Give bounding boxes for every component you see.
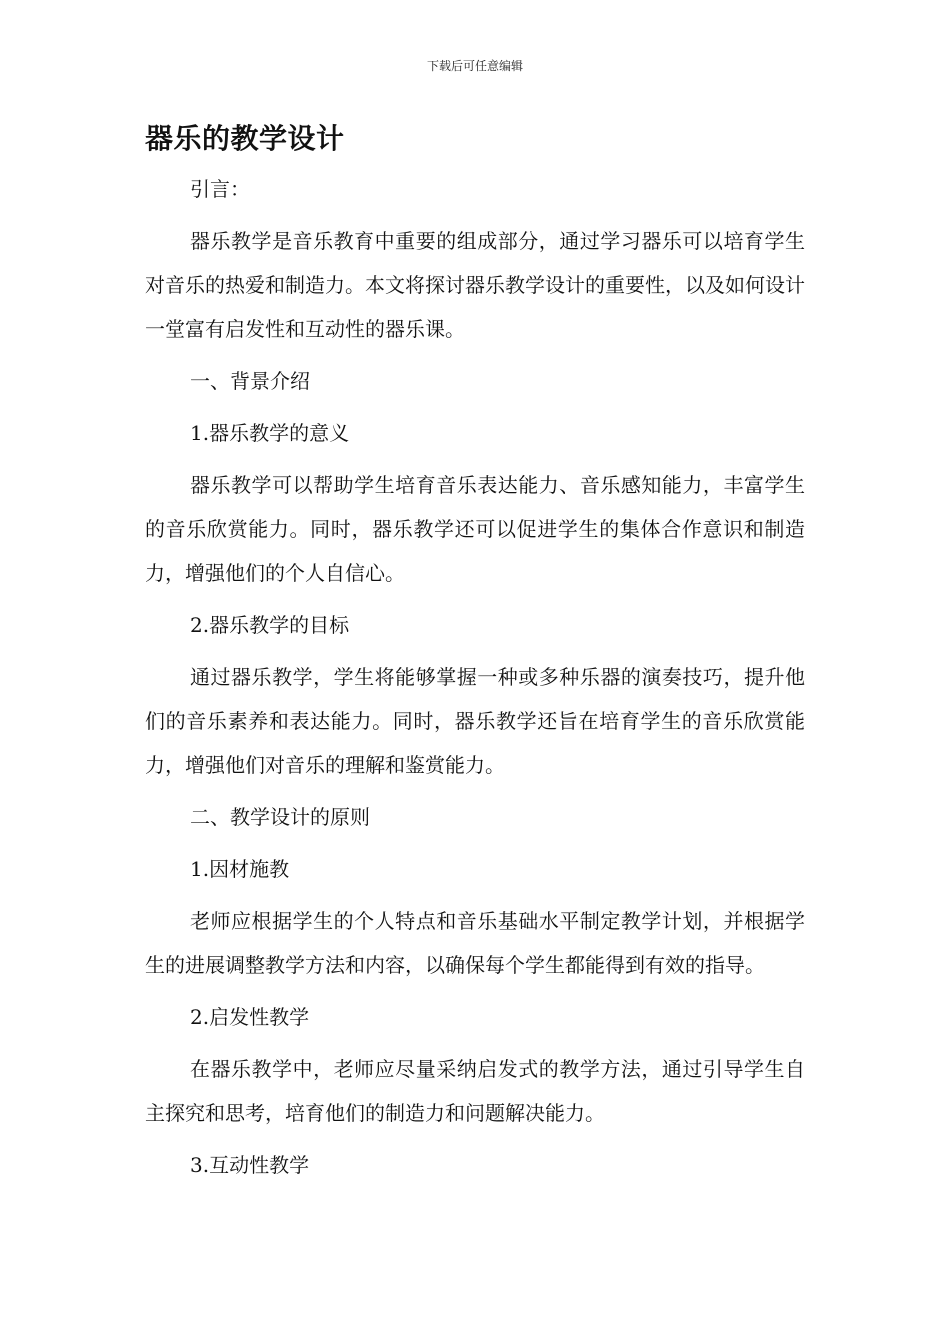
subheading-heuristic: 2.启发性教学 (190, 1005, 310, 1029)
paragraph-heuristic: 在器乐教学中，老师应尽量采纳启发式的教学方法，通过引导学生自主探究和思考，培育他们的制造力和问题解决能力。 (145, 1057, 805, 1125)
paragraph-significance: 器乐教学可以帮助学生培育音乐表达能力、音乐感知能力，丰富学生的音乐欣赏能力。同时，器乐教学还可以促进学生的集体合作意识和制造力，增强他们的个人自信心。 (145, 473, 805, 585)
section-heading-background: 一、背景介绍 (190, 369, 310, 393)
paragraph-individualized: 老师应根据学生的个人特点和音乐基础水平制定教学计划，并根据学生的进展调整教学方法和内容，以确保每个学生都能得到有效的指导。 (145, 909, 805, 977)
paragraph-goals: 通过器乐教学，学生将能够掌握一种或多种乐器的演奏技巧，提升他们的音乐素养和表达能力。同时，器乐教学还旨在培育学生的音乐欣赏能力，增强他们对音乐的理解和鉴赏能力。 (145, 665, 805, 777)
page-header: 下载后可任意编辑 (426, 59, 523, 73)
subheading-individualized: 1.因材施教 (190, 857, 290, 881)
document-body (145, 167, 805, 1195)
subheading-goals: 2.器乐教学的目标 (190, 613, 350, 637)
section-heading-principles: 二、教学设计的原则 (190, 805, 370, 829)
subheading-interactive: 3.互动性教学 (190, 1153, 310, 1177)
paragraph-intro-heading: 引言： (190, 177, 250, 201)
document-title: 器乐的教学设计 (145, 122, 345, 155)
subheading-significance: 1.器乐教学的意义 (190, 421, 350, 445)
paragraph-intro: 器乐教学是音乐教育中重要的组成部分，通过学习器乐可以培育学生对音乐的热爱和制造力。本文将探讨器乐教学设计的重要性，以及如何设计一堂富有启发性和互动性的器乐课。 (145, 229, 805, 341)
